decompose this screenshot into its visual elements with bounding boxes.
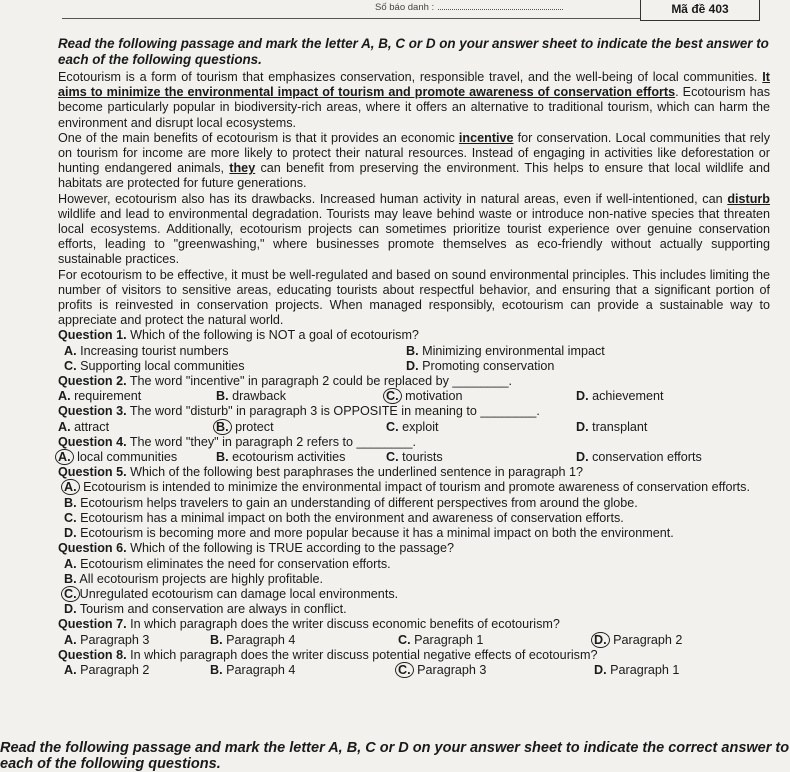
question-6-text: Which of the following is TRUE according to the passage? [126, 541, 454, 556]
q3-option-a[interactable] [58, 420, 216, 435]
option-text: tourists [402, 450, 443, 465]
option-text: Paragraph 2 [80, 662, 150, 677]
question-6-label: Question 6. [58, 541, 127, 556]
option-text: local communities [77, 450, 178, 465]
underlined-word-they: they [229, 161, 256, 176]
option-letter-circled: C. [61, 586, 80, 602]
q8-option-a[interactable] [58, 663, 210, 678]
q3-option-d[interactable] [576, 420, 770, 435]
q4-option-d[interactable] [576, 450, 770, 465]
q6-option-b[interactable] [58, 572, 770, 587]
exam-content [58, 36, 770, 678]
q5-option-b[interactable] [58, 496, 770, 511]
candidate-number-blank [438, 9, 563, 10]
exam-code-box [640, 0, 760, 21]
question-4-options [58, 450, 770, 465]
option-letter-circled: A. [55, 449, 74, 465]
option-text: achievement [592, 389, 664, 404]
option-letter: A. [58, 419, 71, 434]
p1-text-before: Ecotourism is a form of tourism that emphasizes conservation, responsible travel, and the well-being of local communities. [58, 70, 763, 84]
q2-option-a[interactable] [58, 389, 216, 404]
q4-option-a[interactable] [58, 450, 216, 465]
option-letter: A. [64, 343, 77, 358]
option-letter: D. [576, 389, 589, 404]
passage-paragraph-1 [58, 70, 770, 131]
question-4-text: The word "they" in paragraph 2 refers to ________. [126, 434, 417, 449]
option-text: requirement [74, 389, 142, 404]
option-text: Paragraph 3 [417, 662, 487, 677]
q8-option-d[interactable] [594, 663, 770, 678]
q7-option-d[interactable] [594, 633, 770, 648]
option-text: All ecotourism projects are highly profitable. [79, 571, 323, 586]
option-text: exploit [402, 419, 439, 434]
q1-option-d[interactable] [406, 359, 770, 374]
question-1 [58, 328, 770, 343]
candidate-number-field [375, 0, 563, 15]
question-2 [58, 374, 770, 389]
option-letter: D. [64, 602, 77, 617]
option-letter: A. [64, 662, 77, 677]
option-letter: D. [576, 450, 589, 465]
option-text: Paragraph 3 [80, 632, 150, 647]
passage-paragraph-3 [58, 192, 770, 268]
question-4-label: Question 4. [58, 434, 127, 449]
question-2-label: Question 2. [58, 374, 127, 389]
question-3-text: The word "disturb" in paragraph 3 is OPPOSITE in meaning to ________. [126, 404, 540, 419]
q5-option-d[interactable] [58, 526, 770, 541]
option-text: Tourism and conservation are always in conflict. [79, 602, 347, 617]
option-text: Ecotourism has a minimal impact on both the environment and awareness of conservation efforts. [80, 510, 624, 525]
option-text: Promoting conservation [422, 358, 555, 373]
option-letter-circled: A. [61, 479, 80, 495]
option-text: Minimizing environmental impact [422, 343, 605, 358]
passage-paragraph-2 [58, 131, 770, 192]
page-header [0, 0, 790, 22]
option-text: drawback [232, 389, 286, 404]
question-7-text: In which paragraph does the writer discuss economic benefits of ecotourism? [126, 617, 560, 632]
option-letter: D. [64, 526, 77, 541]
option-letter: A. [64, 632, 77, 647]
option-text: Unregulated ecotourism can damage local environments. [79, 586, 399, 601]
option-letter: B. [406, 343, 419, 358]
q6-option-c[interactable] [58, 587, 770, 602]
option-text: Ecotourism eliminates the need for conservation efforts. [80, 556, 391, 571]
q7-option-c[interactable] [398, 633, 594, 648]
q2-option-c[interactable] [386, 389, 576, 404]
p3-text-after: wildlife and lead to environmental degradation. Tourists may leave behind waste or introduce non-native species that threaten local ecosystems. Additionally, ecotourism projects can sometimes prioritize tourist experience over genuine conservation efforts, leading to "greenwashing," where businesses promote themselves as eco-friendly without actually supporting sustainable practices. [58, 206, 770, 267]
option-letter-circled: C. [383, 388, 402, 404]
p2-text-before: One of the main benefits of ecotourism is that it provides an economic [58, 130, 459, 145]
option-letter: C. [386, 450, 399, 465]
option-letter: C. [386, 419, 399, 434]
option-letter: B. [210, 662, 223, 677]
option-text: Ecotourism helps travelers to gain an understanding of different perspectives from around the globe. [80, 495, 638, 510]
q8-option-c[interactable] [398, 663, 594, 678]
option-letter-circled: B. [213, 419, 232, 435]
question-3 [58, 404, 770, 419]
question-5-text: Which of the following best paraphrases the underlined sentence in paragraph 1? [126, 465, 584, 480]
option-letter: C. [398, 632, 411, 647]
question-1-label: Question 1. [58, 328, 127, 343]
q1-option-b[interactable] [406, 344, 770, 359]
option-letter: C. [64, 510, 77, 525]
q6-option-a[interactable] [58, 557, 770, 572]
p2-text-after: can benefit from preserving the environment. This helps to ensure that local wildlife and habitats are protected for future generations. [58, 161, 770, 191]
candidate-number-label: Số báo danh : [375, 2, 435, 13]
option-text: transplant [592, 419, 648, 434]
q1-option-a[interactable] [58, 344, 406, 359]
option-text: Paragraph 1 [610, 662, 680, 677]
q4-option-b[interactable] [216, 450, 386, 465]
option-text: ecotourism activities [232, 450, 346, 465]
question-2-options [58, 389, 770, 404]
question-7-options [58, 633, 770, 648]
option-text: Paragraph 4 [226, 662, 296, 677]
q5-option-c[interactable] [58, 511, 770, 526]
question-3-label: Question 3. [58, 404, 127, 419]
p1-text-after: . Ecotourism has become particularly popular in biodiversity-rich areas, where it offers an alternative to traditional tourism, which can harm the environment and disrupt local ecosystems. [58, 85, 770, 130]
q5-option-a[interactable] [58, 480, 770, 495]
option-letter: C. [64, 358, 77, 373]
option-letter: D. [576, 419, 589, 434]
option-text: Paragraph 1 [414, 632, 484, 647]
option-text: motivation [405, 389, 463, 404]
option-text: attract [74, 419, 110, 434]
q4-option-c[interactable] [386, 450, 576, 465]
q7-option-a[interactable] [58, 633, 210, 648]
p3-text-before: However, ecotourism also has its drawbacks. Increased human activity in natural areas, even if well-intentioned, can [58, 191, 728, 206]
passage-paragraph-4: For ecotourism to be effective, it must be well-regulated and based on sound environmental principles. This includes limiting the number of visitors to sensitive areas, educating tourists about respectful behavior, and ensuring that a significant portion of profits is reinvested in conservation projects. When managed responsibly, ecotourism can provide a sustainable way to appreciate and protect the natural world. [58, 267, 770, 328]
q2-option-b[interactable] [216, 389, 386, 404]
option-letter: B. [216, 450, 229, 465]
option-letter: B. [216, 389, 229, 404]
option-text: Ecotourism is intended to minimize the environmental impact of tourism and promote awareness of conservation efforts. [83, 480, 750, 495]
option-text: Paragraph 4 [226, 632, 296, 647]
option-letter: B. [64, 571, 77, 586]
q6-option-d[interactable] [58, 602, 770, 617]
question-8-label: Question 8. [58, 647, 127, 662]
q7-option-b[interactable] [210, 633, 398, 648]
question-8 [58, 648, 770, 663]
header-divider [62, 18, 640, 19]
option-letter: D. [594, 662, 607, 677]
option-letter: A. [64, 556, 77, 571]
option-text: conservation efforts [592, 450, 702, 465]
option-letter-circled: C. [395, 662, 414, 678]
section-instruction: Read the following passage and mark the letter A, B, C or D on your answer sheet to indicate the best answer to each of the following questions. [58, 36, 769, 67]
option-letter: A. [58, 389, 71, 404]
q1-option-c[interactable] [58, 359, 406, 374]
question-7 [58, 617, 770, 632]
underlined-word-incentive: incentive [458, 130, 514, 145]
option-letter: B. [64, 495, 77, 510]
option-letter: B. [210, 632, 223, 647]
option-text: Ecotourism is becoming more and more popular because it has a minimal impact on both the environment. [80, 526, 674, 541]
question-5 [58, 465, 770, 480]
option-text: Increasing tourist numbers [80, 343, 229, 358]
q2-option-d[interactable] [576, 389, 770, 404]
question-1-text: Which of the following is NOT a goal of ecotourism? [126, 328, 419, 343]
exam-code: Mã đề 403 [671, 2, 729, 16]
question-2-text: The word "incentive" in paragraph 2 could be replaced by ________. [126, 374, 512, 389]
underlined-word-disturb: disturb [727, 191, 770, 206]
q3-option-c[interactable] [386, 420, 576, 435]
question-8-text: In which paragraph does the writer discuss potential negative effects of ecotourism? [126, 647, 598, 662]
question-3-options [58, 420, 770, 435]
underlined-sentence: It aims to minimize the environmental impact of tourism and promote awareness of conservation efforts [58, 70, 770, 100]
option-text: Paragraph 2 [613, 632, 683, 647]
next-section-instruction: Read the following passage and mark the letter A, B, C or D on your answer sheet to indicate the correct answer to each of the following questions. [0, 740, 790, 772]
question-7-label: Question 7. [58, 617, 127, 632]
question-8-options [58, 663, 770, 678]
p2-text-middle: for conservation. Local communities that rely on tourism for income are more likely to protect their natural resources. Instead of engaging in activities like deforestation or hunting endangered animals, [58, 130, 770, 176]
q8-option-b[interactable] [210, 663, 398, 678]
option-text: Supporting local communities [80, 358, 245, 373]
question-4 [58, 435, 770, 450]
q3-option-b[interactable] [216, 420, 386, 435]
option-text: protect [235, 419, 274, 434]
option-letter: D. [406, 358, 419, 373]
option-letter-circled: D. [591, 632, 610, 648]
question-1-options [58, 344, 770, 374]
question-6 [58, 541, 770, 556]
question-5-label: Question 5. [58, 465, 127, 480]
